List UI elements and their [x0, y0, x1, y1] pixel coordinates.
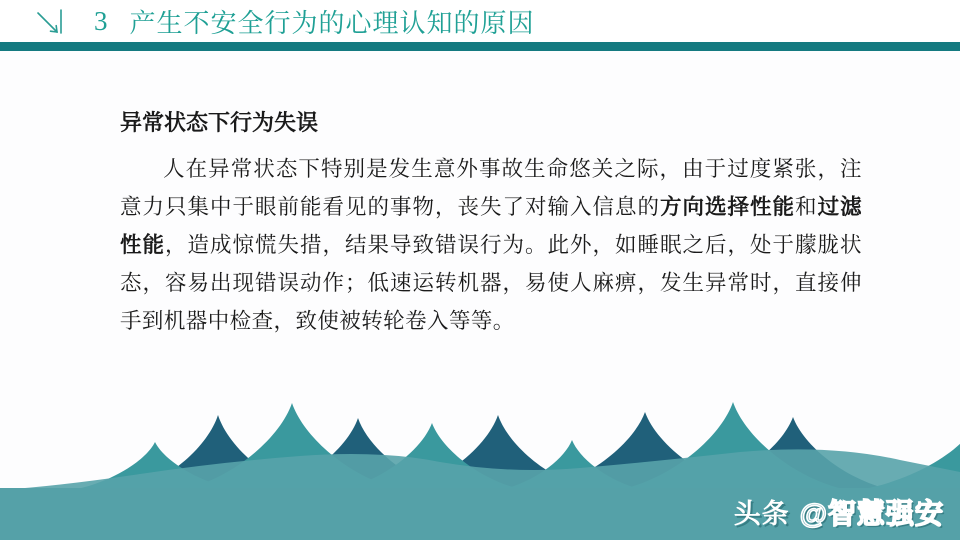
watermark-handle-label: @智慧强安 — [799, 498, 944, 529]
emphasis-term: 过滤性能 — [120, 195, 862, 257]
slide-title-row — [94, 0, 535, 42]
slide-header — [0, 0, 960, 42]
slide-body — [120, 108, 862, 340]
slide-title: 产生不安全行为的心理认知的原因 — [129, 7, 535, 38]
diagonal-arrow-icon — [32, 6, 68, 40]
body-paragraph — [120, 150, 862, 340]
header-divider-bar — [0, 42, 960, 51]
paragraph-text: 人在异常状态下特别是发生意外事故生命悠关之际，由于过度紧张，注意力只集中于眼前能看见的事物，丧失了对输入信息的 — [120, 157, 862, 219]
paragraph-text: ，造成惊慌失措，结果导致错误行为。此外，如睡眠之后，处于朦胧状态，容易出现错误动作；低速运转机器，易使人麻痹，发生异常时，直接伸手到机器中检查，致使被转轮卷入等等。 — [120, 233, 862, 333]
section-number: 3 — [94, 5, 108, 36]
emphasis-term: 方向选择性能 — [660, 195, 796, 219]
paragraph-text: 和 — [795, 195, 818, 219]
watermark-brand-label: 头条 — [733, 499, 790, 529]
watermark — [734, 492, 944, 532]
body-heading: 异常状态下行为失误 — [120, 110, 319, 135]
